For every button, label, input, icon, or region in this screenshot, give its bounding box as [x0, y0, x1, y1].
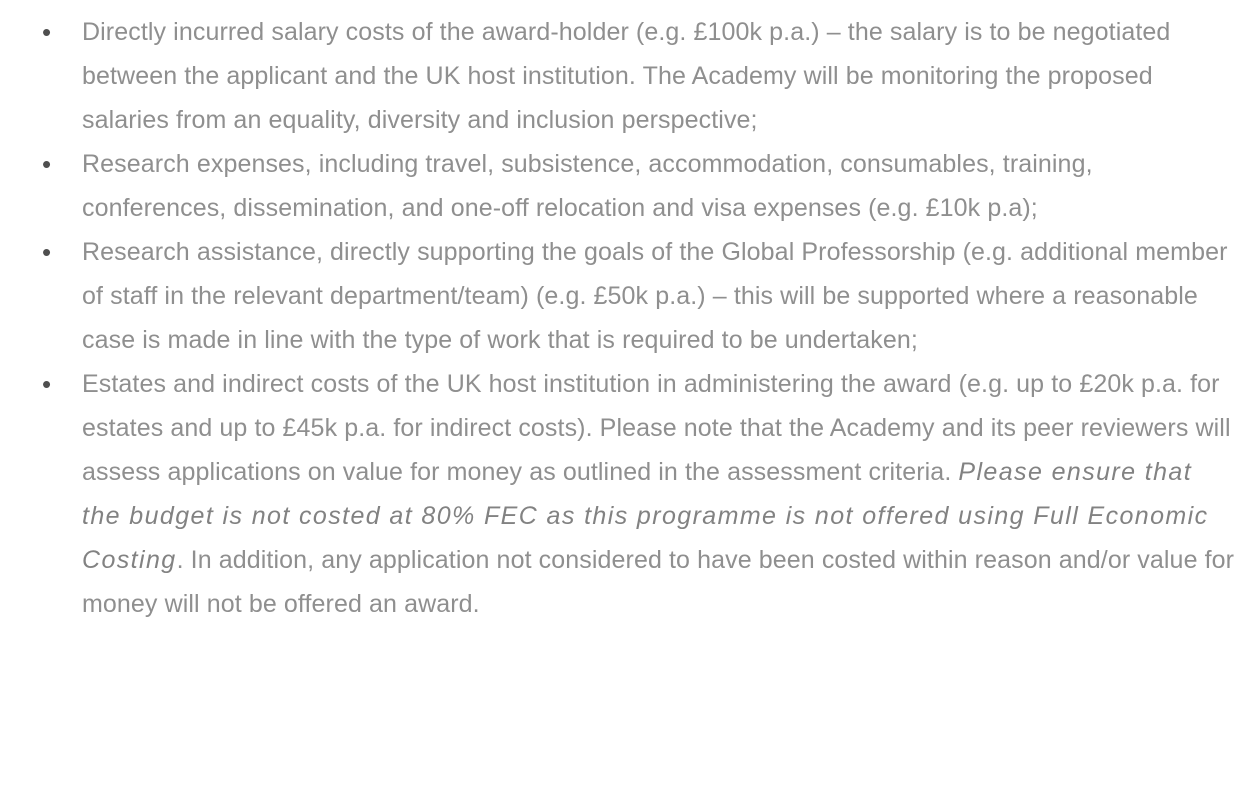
list-item: [38, 10, 1238, 142]
bullet-text: Research assistance, directly supporting the goals of the Global Professorship (e.g. additional member of staff in the relevant department/team) (e.g. £50k p.a.) – this will be supported where a reasonable case is made in line with the type of work that is required to be undertaken;: [82, 238, 1228, 354]
bullet-icon: •: [42, 17, 52, 47]
bullet-icon: •: [42, 369, 52, 399]
bullet-icon: •: [42, 149, 52, 179]
bullet-text-italic: Please ensure that the budget is not costed at 80% FEC as this programme is not offered using Full Economic Costing: [82, 458, 1209, 574]
bullet-icon: •: [42, 237, 52, 267]
list-item: [38, 142, 1238, 230]
bullet-text: Directly incurred salary costs of the award-holder (e.g. £100k p.a.) – the salary is to be negotiated between the applicant and the UK host institution. The Academy will be monitoring the proposed salaries from an equality, diversity and inclusion perspective;: [82, 18, 1171, 134]
bullet-text: [82, 362, 1238, 626]
bullet-text-regular: Estates and indirect costs of the UK host institution in administering the award (e.g. up to £20k p.a. for estates and up to £45k p.a. for indirect costs). Please note that the Academy and its peer reviewers will assess applications on value for money as outlined in the assessment criteria.: [82, 370, 1231, 486]
list-item: [38, 362, 1238, 626]
list-item: [38, 230, 1238, 362]
bullet-text: Research expenses, including travel, subsistence, accommodation, consumables, training, conferences, dissemination, and one-off relocation and visa expenses (e.g. £10k p.a);: [82, 150, 1093, 222]
bullet-text-regular: . In addition, any application not considered to have been costed within reason and/or value for money will not be offered an award.: [82, 546, 1235, 618]
